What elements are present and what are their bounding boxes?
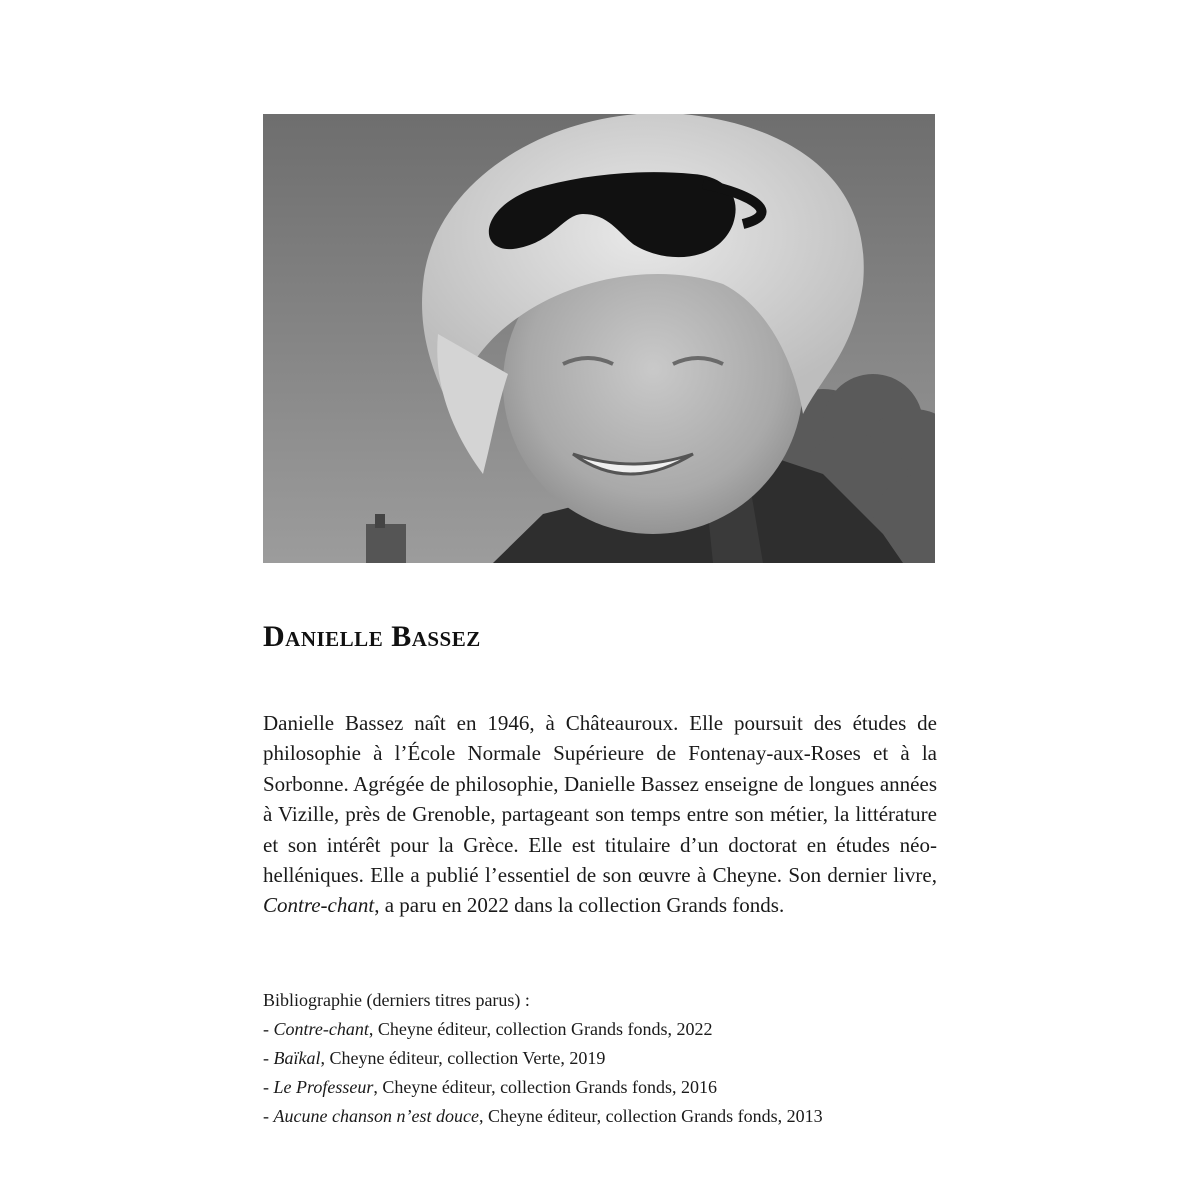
bibliography-item-title: Contre-chant <box>273 1019 369 1039</box>
bibliography-list <box>263 1015 963 1131</box>
bibliography <box>263 986 963 1131</box>
bibliography-item-details: , Cheyne éditeur, collection Verte, 2019 <box>320 1048 606 1068</box>
bibliography-item-prefix: - <box>263 1048 274 1068</box>
bibliography-item <box>263 1044 963 1073</box>
author-portrait-photo <box>263 114 935 563</box>
biography-paragraph <box>263 708 937 921</box>
author-name: Danielle Bassez <box>263 620 481 653</box>
portrait-illustration <box>263 114 935 563</box>
bibliography-item-details: , Cheyne éditeur, collection Grands fonds, 2022 <box>368 1019 713 1039</box>
bibliography-item-title: Aucune chanson n’est douce <box>273 1106 479 1126</box>
bibliography-item-prefix: - <box>263 1019 274 1039</box>
bibliography-heading: Bibliographie (derniers titres parus) : <box>263 990 530 1010</box>
bibliography-item-prefix: - <box>263 1077 274 1097</box>
bibliography-item-title: Baïkal <box>273 1048 321 1068</box>
bio-text-part2: , a paru en 2022 dans la collection Grands fonds. <box>374 893 785 918</box>
bibliography-item <box>263 1102 963 1131</box>
bibliography-item-details: , Cheyne éditeur, collection Grands fonds, 2016 <box>373 1077 718 1097</box>
bibliography-item <box>263 1015 963 1044</box>
bibliography-item <box>263 1073 963 1102</box>
bibliography-item-title: Le Professeur <box>273 1077 374 1097</box>
bio-book-title: Contre-chant <box>263 893 375 918</box>
bibliography-item-prefix: - <box>263 1106 274 1126</box>
bio-text-part1: Danielle Bassez naît en 1946, à Châteauroux. Elle poursuit des études de philosophie à l’École Normale Supérieure de Fontenay-aux-Roses et à la Sorbonne. Agrégée de philosophie, Danielle Bassez enseigne de longues années à Vizille, près de Grenoble, partageant son temps entre son métier, la littérature et son intérêt pour la Grèce. Elle est titulaire d’un doctorat en études néo-helléniques. Elle a publié l’essentiel de son œuvre à Cheyne. Son dernier livre, <box>263 711 937 888</box>
bibliography-item-details: , Cheyne éditeur, collection Grands fonds, 2013 <box>478 1106 823 1126</box>
